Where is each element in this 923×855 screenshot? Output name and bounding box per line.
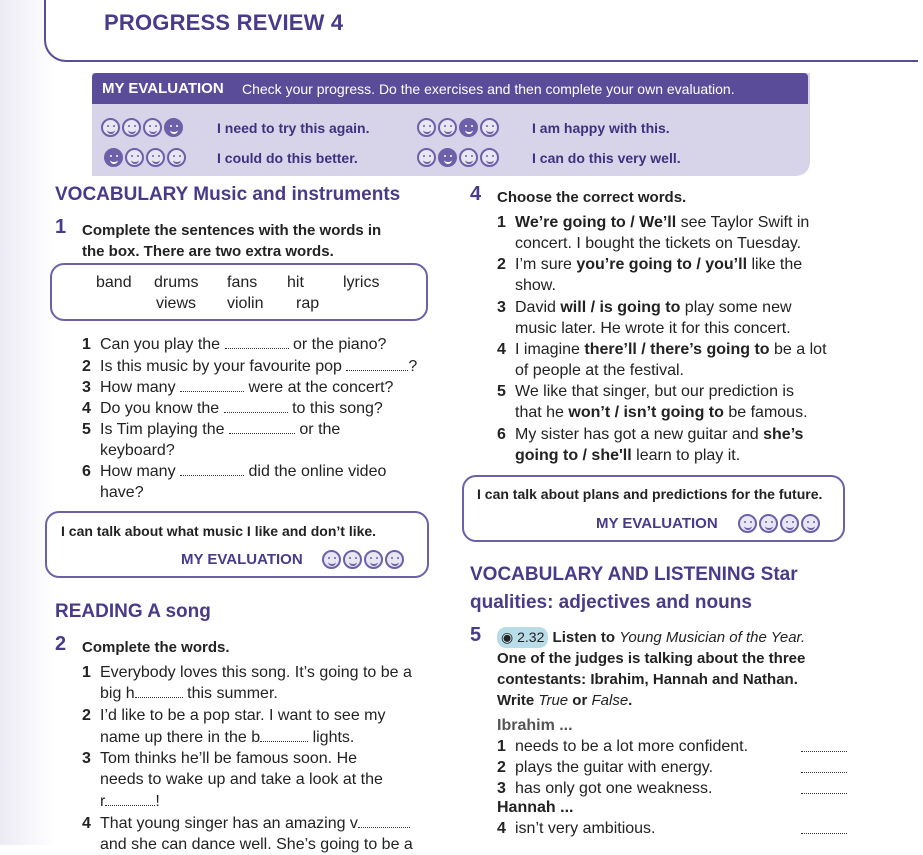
instruction-line bbox=[497, 627, 805, 648]
instruction-text: Listen to bbox=[552, 629, 620, 646]
item-continuation: keyboard? bbox=[100, 442, 175, 459]
answer-blank[interactable] bbox=[801, 760, 847, 773]
item-number: 3 bbox=[497, 780, 506, 797]
list-item bbox=[497, 757, 847, 778]
smile-face-icon bbox=[459, 118, 478, 137]
audio-track-number: 2.32 bbox=[517, 629, 545, 645]
list-item bbox=[497, 424, 803, 445]
instruction-text: False bbox=[591, 692, 629, 709]
instruction-text: True bbox=[538, 692, 569, 709]
list-item bbox=[82, 334, 386, 355]
answer-blank[interactable] bbox=[224, 400, 288, 413]
item-number: 3 bbox=[82, 750, 91, 767]
listening-title-continued: qualities: adjectives and nouns bbox=[470, 592, 752, 613]
item-continuation bbox=[515, 402, 808, 423]
word-box-item: views bbox=[156, 295, 197, 312]
list-item bbox=[82, 662, 412, 683]
list-item bbox=[497, 818, 847, 839]
exercise-number: 1 bbox=[55, 216, 67, 238]
evaluation-item: I am happy with this. bbox=[532, 120, 670, 136]
item-text: r bbox=[100, 793, 106, 810]
item-text: Is this music by your favourite pop bbox=[100, 358, 342, 375]
item-text: ! bbox=[155, 793, 160, 810]
item-text: see Taylor Swift in bbox=[676, 214, 810, 231]
item-text: plays the guitar with energy. bbox=[515, 759, 714, 776]
item-number: 5 bbox=[497, 383, 506, 400]
item-continuation: of people at the festival. bbox=[515, 362, 684, 379]
list-item bbox=[497, 297, 792, 318]
item-number: 1 bbox=[497, 738, 506, 755]
item-text: or the bbox=[299, 421, 341, 438]
answer-blank[interactable] bbox=[135, 685, 183, 698]
exercise-instruction: Choose the correct words. bbox=[497, 189, 687, 206]
evaluation-faces bbox=[738, 514, 820, 533]
item-continuation: concert. I bought the tickets on Tuesday. bbox=[515, 235, 802, 252]
choice-words[interactable]: you’re going to / you’ll bbox=[576, 256, 748, 273]
word-box-item: fans bbox=[227, 274, 258, 291]
happy-face-icon bbox=[480, 148, 499, 167]
item-text: That young singer has an amazing v bbox=[100, 815, 358, 832]
evaluation-faces-3 bbox=[104, 148, 186, 167]
item-number: 3 bbox=[82, 379, 91, 396]
word-box-item: lyrics bbox=[343, 274, 380, 291]
my-evaluation-label: MY EVALUATION bbox=[596, 515, 718, 532]
answer-blank[interactable] bbox=[180, 463, 244, 476]
choice-words[interactable]: We’re going to / We’ll bbox=[515, 214, 677, 231]
contestant-label: Ibrahim ... bbox=[497, 717, 573, 734]
smile-face-icon bbox=[146, 148, 165, 167]
instruction-text: or bbox=[568, 692, 592, 709]
list-item bbox=[82, 419, 340, 440]
item-continuation bbox=[100, 683, 278, 704]
answer-blank[interactable] bbox=[801, 739, 847, 752]
item-number: 4 bbox=[82, 400, 91, 417]
choice-words[interactable]: will / is going to bbox=[560, 299, 681, 316]
evaluation-faces bbox=[322, 550, 404, 569]
item-number: 5 bbox=[82, 421, 91, 438]
item-text: big h bbox=[100, 685, 135, 702]
sad-face-icon bbox=[101, 118, 120, 137]
reading-title: READING A song bbox=[55, 601, 211, 622]
list-item bbox=[497, 736, 847, 757]
neutral-face-icon[interactable] bbox=[759, 514, 778, 533]
item-text: My sister has got a new guitar and bbox=[515, 426, 764, 443]
item-text: did the online video bbox=[248, 463, 387, 480]
item-continuation: music later. He wrote it for this concert. bbox=[515, 320, 791, 337]
item-number: 4 bbox=[497, 820, 506, 837]
item-text: Is Tim playing the bbox=[100, 421, 225, 438]
happy-face-icon bbox=[480, 118, 499, 137]
exercise-instruction bbox=[497, 627, 805, 711]
item-number: 4 bbox=[82, 815, 91, 832]
list-item bbox=[82, 398, 383, 419]
sad-face-icon bbox=[417, 118, 436, 137]
evaluation-item: I could do this better. bbox=[217, 150, 358, 166]
my-evaluation-label: MY EVALUATION bbox=[181, 551, 303, 568]
neutral-face-icon[interactable] bbox=[343, 550, 362, 569]
exercise-number: 4 bbox=[470, 183, 482, 205]
page-decoration bbox=[0, 0, 55, 845]
list-item bbox=[82, 748, 357, 769]
sad-face-icon bbox=[417, 148, 436, 167]
item-continuation: show. bbox=[515, 277, 556, 294]
word-box-item: band bbox=[96, 274, 132, 291]
neutral-face-icon bbox=[438, 148, 457, 167]
list-item bbox=[497, 254, 802, 275]
item-number: 2 bbox=[497, 759, 506, 776]
item-number: 4 bbox=[497, 341, 506, 358]
item-text: We like that singer, but our prediction is bbox=[515, 383, 794, 400]
list-item bbox=[82, 813, 410, 834]
smile-face-icon[interactable] bbox=[364, 550, 383, 569]
word-box-item: drums bbox=[154, 274, 199, 291]
item-text: needs to be a lot more confident. bbox=[515, 738, 749, 755]
smile-face-icon bbox=[143, 118, 162, 137]
item-continuation: have? bbox=[100, 484, 144, 501]
answer-blank[interactable] bbox=[346, 358, 408, 371]
instruction-text: . bbox=[628, 692, 633, 709]
list-item bbox=[497, 778, 847, 799]
list-item bbox=[497, 339, 827, 360]
item-text: I’m sure bbox=[515, 256, 577, 273]
instruction-line: One of the judges is talking about the three bbox=[497, 650, 806, 667]
item-text: name up there in the b bbox=[100, 729, 261, 746]
item-number: 1 bbox=[82, 664, 91, 681]
contestant-label: Hannah ... bbox=[497, 799, 574, 816]
evaluation-instruction: Check your progress. Do the exercises and then complete your own evaluation. bbox=[242, 81, 735, 97]
answer-blank[interactable] bbox=[801, 821, 847, 834]
audio-track-badge[interactable] bbox=[497, 627, 548, 648]
item-continuation: needs to wake up and take a look at the bbox=[100, 771, 383, 788]
happy-face-icon[interactable] bbox=[801, 514, 820, 533]
exercise-instruction bbox=[82, 220, 381, 262]
item-text: Can you play the bbox=[100, 336, 221, 353]
item-number: 6 bbox=[82, 463, 91, 480]
item-text: like the bbox=[747, 256, 803, 273]
evaluation-item: I need to try this again. bbox=[217, 120, 370, 136]
sad-face-icon[interactable] bbox=[738, 514, 757, 533]
item-text: isn’t very ambitious. bbox=[515, 820, 656, 837]
choice-words[interactable]: she’s bbox=[763, 426, 804, 443]
answer-blank[interactable] bbox=[358, 815, 410, 828]
vocabulary-title: VOCABULARY Music and instruments bbox=[55, 184, 401, 205]
list-item bbox=[82, 356, 417, 377]
item-text: David bbox=[515, 299, 561, 316]
instruction-line: the box. There are two extra words. bbox=[82, 243, 334, 260]
page-title: PROGRESS REVIEW 4 bbox=[104, 10, 344, 35]
neutral-face-icon bbox=[125, 148, 144, 167]
can-talk-text: I can talk about what music I like and don’t like. bbox=[61, 523, 377, 539]
neutral-face-icon bbox=[122, 118, 141, 137]
list-item bbox=[82, 377, 393, 398]
instruction-line: contestants: Ibrahim, Hannah and Nathan. bbox=[497, 671, 798, 688]
item-text: ? bbox=[408, 358, 418, 375]
item-number: 1 bbox=[82, 336, 91, 353]
item-text: were at the concert? bbox=[248, 379, 394, 396]
item-text: learn to play it. bbox=[631, 447, 741, 464]
sad-face-icon[interactable] bbox=[322, 550, 341, 569]
list-item bbox=[82, 705, 385, 726]
item-text: be famous. bbox=[723, 404, 808, 421]
item-text: I’d like to be a pop star. I want to see my bbox=[100, 707, 386, 724]
item-text: has only got one weakness. bbox=[515, 780, 713, 797]
item-continuation bbox=[515, 445, 740, 466]
instruction-text: Write bbox=[497, 692, 539, 709]
answer-blank[interactable] bbox=[260, 729, 308, 742]
item-number: 1 bbox=[497, 214, 506, 231]
item-number: 6 bbox=[497, 426, 506, 443]
evaluation-label: MY EVALUATION bbox=[102, 80, 224, 97]
item-text: to this song? bbox=[292, 400, 383, 417]
item-text: play some new bbox=[680, 299, 792, 316]
item-text: that he bbox=[515, 404, 569, 421]
sad-face-icon bbox=[104, 148, 123, 167]
smile-face-icon bbox=[459, 148, 478, 167]
happy-face-icon[interactable] bbox=[385, 550, 404, 569]
exercise-instruction: Complete the words. bbox=[82, 639, 230, 656]
exercise-number: 5 bbox=[470, 624, 482, 646]
word-box-item: rap bbox=[296, 295, 320, 312]
choice-words[interactable]: there’ll / there’s going to bbox=[584, 341, 770, 358]
item-text: or the piano? bbox=[292, 336, 387, 353]
evaluation-item: I can do this very well. bbox=[532, 150, 681, 166]
item-continuation bbox=[100, 791, 160, 812]
smile-face-icon[interactable] bbox=[780, 514, 799, 533]
listening-title: VOCABULARY AND LISTENING Star bbox=[470, 564, 798, 585]
list-item bbox=[497, 381, 794, 402]
choice-words[interactable]: going to / she'll bbox=[515, 447, 632, 464]
item-text: Do you know the bbox=[100, 400, 220, 417]
answer-blank[interactable] bbox=[105, 793, 155, 806]
answer-blank[interactable] bbox=[801, 781, 847, 794]
item-text: How many bbox=[100, 379, 176, 396]
item-text: be a lot bbox=[769, 341, 827, 358]
item-continuation bbox=[100, 727, 354, 748]
happy-face-icon bbox=[164, 118, 183, 137]
can-talk-box bbox=[45, 511, 429, 578]
can-talk-box bbox=[462, 475, 845, 542]
choice-words[interactable]: won’t / isn’t going to bbox=[568, 404, 724, 421]
item-number: 2 bbox=[82, 707, 91, 724]
item-number: 2 bbox=[82, 358, 91, 375]
item-text: Tom thinks he’ll be famous soon. He bbox=[100, 750, 358, 767]
list-item bbox=[497, 212, 809, 233]
answer-blank[interactable] bbox=[180, 379, 244, 392]
instruction-line: Complete the sentences with the words in bbox=[82, 222, 382, 239]
evaluation-faces-2 bbox=[417, 118, 499, 137]
item-text: I imagine bbox=[515, 341, 585, 358]
happy-face-icon bbox=[167, 148, 186, 167]
can-talk-text: I can talk about plans and predictions for the future. bbox=[477, 486, 823, 502]
neutral-face-icon bbox=[438, 118, 457, 137]
evaluation-header bbox=[92, 73, 808, 104]
instruction-text: Young Musician of the Year. bbox=[619, 629, 806, 646]
item-text: Everybody loves this song. It’s going to be a bbox=[100, 664, 412, 681]
instruction-line bbox=[497, 690, 805, 711]
answer-blank[interactable] bbox=[229, 421, 295, 434]
audio-icon: ◉ bbox=[501, 629, 514, 645]
exercise-number: 2 bbox=[55, 633, 67, 655]
item-text: this summer. bbox=[187, 685, 278, 702]
word-box-item: violin bbox=[227, 295, 264, 312]
item-text: lights. bbox=[312, 729, 355, 746]
answer-blank[interactable] bbox=[225, 336, 289, 349]
list-item bbox=[82, 461, 386, 482]
item-text: How many bbox=[100, 463, 176, 480]
evaluation-faces-1 bbox=[101, 118, 183, 137]
word-box-item: hit bbox=[287, 274, 304, 291]
item-number: 3 bbox=[497, 299, 506, 316]
item-number: 2 bbox=[497, 256, 506, 273]
evaluation-faces-4 bbox=[417, 148, 499, 167]
item-continuation: and she can dance well. She’s going to be a bbox=[100, 836, 413, 853]
